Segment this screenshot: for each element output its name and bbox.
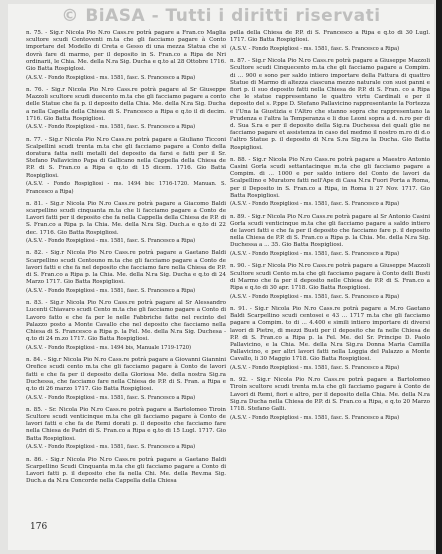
- entry-text: pella della Chiesa de P.P. di S. Francesco a Ripa e q.to di 30 Lugl. 1717. Gio Batta Rospigliosi.: [230, 30, 430, 44]
- entry-text: n. 87. - Sig.r Nicola Pio N.ro Cass.re potrà pagare a Giuseppe Mazzoli Scultore scudi Cinquecento m.ta che gli facciamo pagare a Compim. di ... 900 e sono per saldo intiero importare della Fattura di quattro Statue di Marmo di altezza ciascuna mezzo naturale con suoi panni e fiori p. il suo deposito fatti nella Chiesa de P.P. di S. Fran. co a Ripa che le statue rappresentano le quattro virtu Cardinali e per il deposito del s. P.ppe D. Stefano Pallavicino rappresentante la Fortezza e l'Una la Giustizia e l'Altro che stanno sopra che rappresentano la Prudenza e l'altra la Temperanza e li due Leoni sopra a d. n.ro per di d. Sua S.ra e per il deposito della Sig.ra Duchessa dei quali glie ne facciamo pagare et assistenza in caso del medmo il nostro m.ro di d.o l'altro Statue p. il deposito di N.ra S.ra Sig.ra la Ducha. Gio Batta Rospigliosi.: [230, 58, 430, 151]
- entry-text: n. 77. - Sig.r Nicola Pio N.ro Cass.re potrà pagare a Giuliano Ticconi Scalpellini scudi trenta m.ta che gli facciamo pagare a Conto della doratura fatta nelli metalli del deposito da farsi e fatti per il Sr. Stefano Pallavicino Papa di Gallicano nella Cappella della Chiesa de P.P. di S. Fran.co a Ripa e q.to di 15 dicem. 1716. Gio Batta Rospigliosi.: [26, 136, 226, 179]
- entry-text: n. 81. - Sig.r Nicola Pio N.ro Cass.re potrà pagare a Giacomo Baldi scarpellino scudi cinquanta m.ta che li facciamo pagare a Conto de Lavori fatti per il deposito che fa nella Cappella della Chiesa de P.P. di S. Fran.co a Ripa p. la Chia. Me. della N.ra Sig. Duch.a e q.to di 22 dec. 1716. Gio Batta Rospigliosi.: [26, 200, 226, 236]
- document-entry: [26, 137, 226, 196]
- right-column: [230, 30, 430, 427]
- document-entry: [230, 263, 430, 301]
- entry-text: n. 90. - Sig.r Nicola Pio N.ro Cass.re potrà pagare a Giuseppe Mazzoli Scultore scudi Cento m.ta che gli facciamo pagare à Conto delli Busti di Marmo che fa per il deposito nelle Chiesa de P.P. di S. Fran.co a Ripa e q.to di 30 apr. 1718. Gio Batta Rospigliosi.: [230, 263, 430, 291]
- entry-source: (A.S.V. - Fondo Rospigliosi - ms. 1581, fasc. S. Francesco a Ripa): [26, 394, 196, 401]
- document-entry: [230, 157, 430, 209]
- entry-source: (A.S.V. - Fondo Rospigliosi - ms. 1581, fasc. S. Francesco a Ripa): [26, 288, 196, 294]
- entry-source: (A.S.V. - Fondo Rospigliosi - ms. 1581, fasc. S. Francesco a Ripa): [26, 238, 196, 245]
- watermark: © BiASA - Tutti i diritti riservati: [61, 6, 381, 26]
- entry-source: (A.S.V. - Fondo Rospigliosi - ms. 1494 bis, Manuale 1719-1720): [26, 344, 192, 351]
- left-column: [26, 30, 226, 490]
- entry-source: (A.S.V. - Fondo Rospigliosi - ms. 1581, fasc. S. Francesco a Ripa): [26, 124, 196, 131]
- document-entry: [26, 357, 226, 402]
- document-entry: [26, 407, 226, 452]
- document-entry: [26, 30, 226, 82]
- entry-source: (A.S.V. - Fondo Rospigliosi - ms. 1581, fasc. S. Francesco a Ripa): [230, 365, 400, 372]
- document-entry: [230, 214, 430, 259]
- document-entry: [230, 58, 430, 152]
- entry-source: (A.S.V. - Fondo Rospigliosi - ms. 1581, fasc. S. Francesco a Ripa): [230, 251, 400, 258]
- document-entry: [26, 201, 226, 246]
- entry-text: n. 91. - Sig.r Nicola Pio N.ro Cass.re potrà pagare a M.ro Gaetano Baldi Scarpellino scudi centosei e 43 ... 1717 m.ta che gli facciamo pagare a Compim. to di ... 4.400 e simili intiero importare di diversi lavori di Pietre, di mezzi Busti per il deposito che fa nelle Chiesa de P.P. di S. Fran.co a Ripa p. la Fel. Me. del Sr. Principe D. Paolo Pallavicino, e la Chia. Me. della N.ra Sig.ra Donna Maria Camilla Pallavicino, e per altri lavori fatti nella Loggia del Palazzo a Monte Cavallo, li 30 Maggio 1718. Gio Batta Rospigliosi.: [230, 305, 430, 363]
- document-entry: [230, 306, 430, 372]
- entry-text: n. 89. - Sig.r Nicola Pio N.ro Cass.re potrà pagare al Sr Antonio Casini Gorla scudi venticinque m.ta che gli facciamo pagare a saldo intiero de lavori fatti e che fa per il deposito che facciamo fare p. il deposito nella Chiesa de P.P. di S. Fran.co a Ripa p. la Chia. Me. della N.ra Sig. Duchessa a ... 35. Gio Batta Rospigliosi.: [230, 213, 430, 249]
- entry-text: n. 92. - Sig.r Nicola Pio N.ro Cass.re potrà pagare a Bartolomeo Tiroin scultore scudi trenta m.ta che gli facciamo pagare à Conto de Lavori di Remi, fiori e altro, per il deposito della Chia. Me. della N.ra Sig.ra Ducha nella Chiesa de P.P. di S. Fran.co a Ripa, e q.to 20 Marzo 1718. Stefano Galli.: [230, 377, 430, 413]
- entry-text: n. 83. - Sig.r Nicola Pio N.ro Cass.re potrà pagare al Sr Alessandro Lucenti Chiavaro scudi Cento m.ta che gli facciamo pagare a Conto di Lavoro fatto e che fa per le nelle Fabbriche fatte nel recinto del Palazzo posto a Monte Cavallo che nel deposito che facciamo nella Chiesa di S. Francesco a Ripa p. la Fel. Me. della N.ra Sig. Duchesa - q.to di 24 m.zo 1717. Gio Batta Rospigliosi.: [26, 300, 226, 343]
- entry-source: (A.S.V. - Fondo Rospigliosi - ms. 1581, fasc. S. Francesco a Ripa): [26, 444, 196, 451]
- entry-source: (A.S.V. - Fondo Rospigliosi - ms. 1581, fasc. S. Francesco a Ripa): [230, 414, 400, 421]
- document-entry: [26, 250, 226, 295]
- scan-edge: [436, 0, 442, 554]
- document-entry: [26, 87, 226, 132]
- document-entry: [26, 457, 226, 486]
- entry-text: n. 85. - Sr. Nicola Pio N.ro Cass.re potrà pagare a Bartolomeo Tiroin Scultore scudi venticinque m.ta che gli facciamo pagare à Conto de lavori fatti e che fa de Remi dorati p. il deposito che facciamo fare nella Chiesa de Padri di S. Fran.co a Ripa e q.to di 15 Lugl. 1717. Gio Batta Rospigliosi.: [26, 406, 226, 442]
- entry-text: n. 82. - Sig.r Nicola Pio N.ro Cass.re potrà pagare a Gaetano Baldi Scarpellino scudi Centouno m.ta che gli facciamo pagare a Conto de lavori fatti e che fa nel deposito che facciamo fare nella Chiesa de P.P. di S. Fran.co a Ripa p. la Chia. Me. della N.ra Sig. Ducha e q.to di 24 Marzo 1717. Gio Batta Rospigliosi.: [26, 250, 226, 286]
- document-entry: [230, 30, 430, 53]
- entry-source: (A.S.V. - Fondo Rospigliosi - ms. 1581, fasc. S. Francesco a Ripa): [230, 201, 400, 208]
- entry-source: (A.S.V. - Fondo Rospigliosi - ms. 1581, fasc. S. Francesco a Ripa): [26, 74, 196, 81]
- page-number: 176: [30, 522, 48, 532]
- entry-text: n. 88. - Sig.r Nicola Pio N.ro Cass.re potrà pagare a Maestro Antonio Casini Gorla scudi settantacinque m.ta che gli facciamo pagare a Compim. di ... 1000 e per saldo intiero del Conto de lavori da Scalpellino e Muratore fatti nell'Ape di Casa N.ra Fuori Porta a Roma, per il Deposito in S. Fran.co a Ripa, in Roma li 27 Nov. 1717. Gio Batta Rospigliosi.: [230, 156, 430, 199]
- entry-source: (A.S.V. - Fondo Rospigliosi - ms. 1581, fasc. S. Francesco a Ripa): [230, 45, 400, 52]
- document-entry: [26, 300, 226, 352]
- document-entry: [230, 377, 430, 422]
- entry-text: n. 86. - Sig.r Nicola Pio N.ro Cass.re potrà pagare a Gaetano Baldi Scarpellino Scudi Cinquanta m.ta che gli facciamo pagare a Conto di Lavori fatti p. il deposito che fa nella Chi. Me. della Rev.ma Sig. Duch.a da N.ra Concorde nella Cappella della Chiesa: [26, 456, 226, 485]
- entry-text: n. 76. - Sig.r Nicola Pio N.ro Cass.re potrà pagare al Sr Giuseppe Mazzoli scultore scudi duecento m.ta che gli facciamo pagare a conto delle Statue che fa p. il deposito della Chia. Me. della N.ra Sig. Ducha a nella Capella della Chiesa di S. Francesco a Ripa e q.to il di decim. 1716. Gio Batta Rospigliosi.: [26, 86, 226, 122]
- entry-text: n. 84. - Sig.r Nicola Pio N.ro Cass.re potrà pagare a Giovanni Giannini Orefice scudi cento m.ta che gli facciamo pagare à Conto de lavori fatti e che fa per il deposito della Gloriosa Me. della nostra Sig.ra Duchessa, che facciamo fare nella Chiesa de P.P. di S. Fran. a Ripa e q.to di 26 marzo 1717. Gio Batta Rospigliosi.: [26, 357, 226, 392]
- entry-text: n. 75. - Sig.r Nicola Pio N.ro Cass.re potrà pagare a Fran.co Maglia scultore scudi Centoventi m.ta che gli facciamo pagare à Conto importare del Modello di Creta e Gesso di una mezza Statua che si dovrà fare di marmo, per il deposito in S. Fran.co a Ripa de Nri ordinarii, le Chia. Me. della N.ra Sig. Ducha e q.to al 28 Ottobre 1716. Gio Batta Rospiglosi.: [26, 30, 227, 73]
- entry-source: (A.S.V. - Fondo Rospigliosi - ms. 1494 bis: 1716-1720. Manuan. S. Francesco a Ripa): [26, 181, 226, 195]
- entry-source: (A.S.V. - Fondo Rospigliosi - ms. 1581, fasc. S. Francesco a Ripa): [230, 293, 400, 300]
- document-page: [8, 4, 434, 550]
